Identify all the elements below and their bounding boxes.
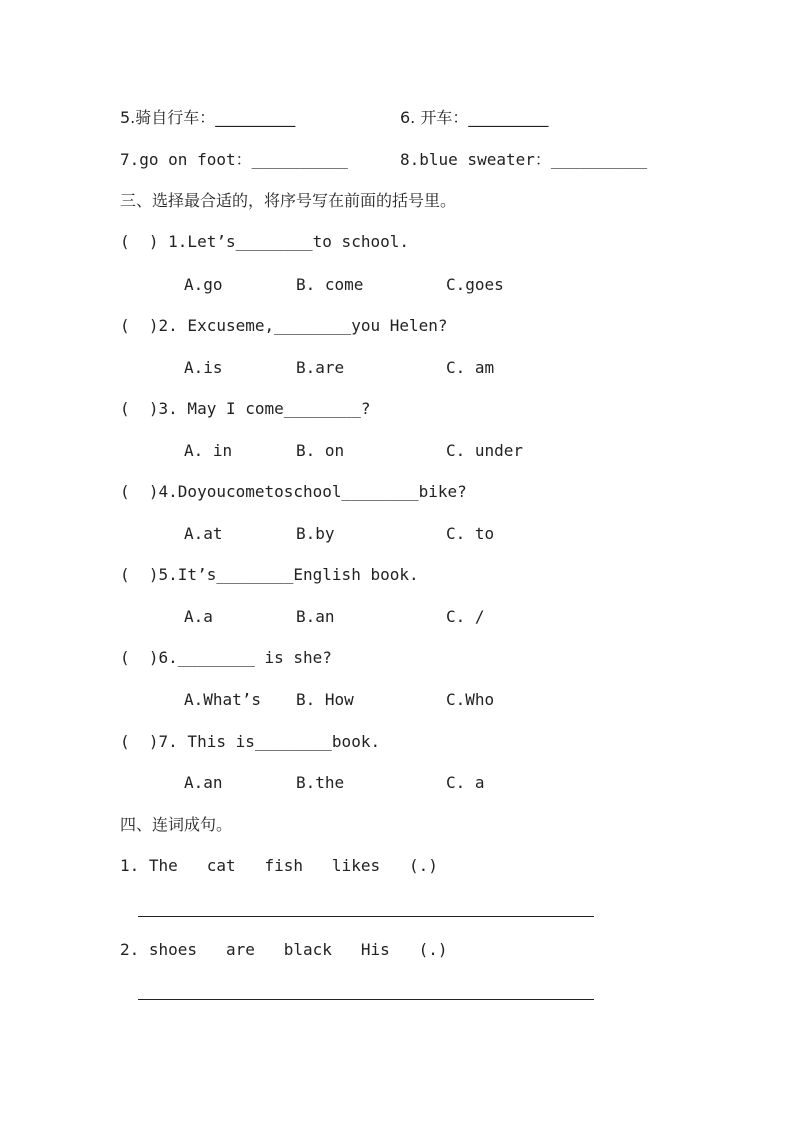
question-1-option-c: C.goes bbox=[446, 275, 504, 294]
question-7-option-c: C. a bbox=[446, 773, 485, 792]
question-3-option-c: C. under bbox=[446, 441, 524, 460]
question-4-option-c: C. to bbox=[446, 524, 495, 543]
question-3-option-a: A. in bbox=[184, 441, 233, 460]
vocab-item-7: 7.go on foot：__________ bbox=[120, 150, 348, 169]
question-2-option-c: C. am bbox=[446, 358, 495, 377]
question-7-option-a: A.an bbox=[184, 773, 223, 792]
question-5: ( )5.It’s________English book. bbox=[120, 565, 419, 584]
question-4: ( )4.Doyoucometoschool________bike? bbox=[120, 482, 467, 501]
question-2-option-a: A.is bbox=[184, 358, 223, 377]
vocab-item-6: 6. 开车：__________ bbox=[400, 108, 549, 127]
question-6-option-c: C.Who bbox=[446, 690, 495, 709]
question-6-option-b: B. How bbox=[296, 690, 354, 709]
question-1-option-b: B. come bbox=[296, 275, 364, 294]
question-3: ( )3. May I come________? bbox=[120, 399, 371, 418]
question-3-option-b: B. on bbox=[296, 441, 345, 460]
section-4-heading: 四、连词成句。 bbox=[120, 815, 233, 834]
answer-line-2 bbox=[138, 999, 594, 1000]
question-2-option-b: B.are bbox=[296, 358, 345, 377]
question-6-option-a: A.What’s bbox=[184, 690, 262, 709]
vocab-item-5: 5.骑自行车：__________ bbox=[120, 108, 296, 127]
question-5-option-a: A.a bbox=[184, 607, 213, 626]
section-3-heading: 三、选择最合适的，将序号写在前面的括号里。 bbox=[120, 191, 457, 210]
question-2: ( )2. Excuseme,________you Helen? bbox=[120, 316, 448, 335]
question-4-option-a: A.at bbox=[184, 524, 223, 543]
question-1: ( ) 1.Let’s________to school. bbox=[120, 232, 409, 251]
sentence-item-2: 2. shoes are black His (.) bbox=[120, 940, 448, 959]
sentence-item-1: 1. The cat fish likes (.) bbox=[120, 856, 438, 875]
question-7-option-b: B.the bbox=[296, 773, 345, 792]
question-5-option-c: C. / bbox=[446, 607, 485, 626]
question-5-option-b: B.an bbox=[296, 607, 335, 626]
question-1-option-a: A.go bbox=[184, 275, 223, 294]
question-6: ( )6.________ is she? bbox=[120, 648, 332, 667]
question-7: ( )7. This is________book. bbox=[120, 732, 381, 751]
vocab-item-8: 8.blue sweater：__________ bbox=[400, 150, 648, 169]
question-4-option-b: B.by bbox=[296, 524, 335, 543]
answer-line-1 bbox=[138, 916, 594, 917]
